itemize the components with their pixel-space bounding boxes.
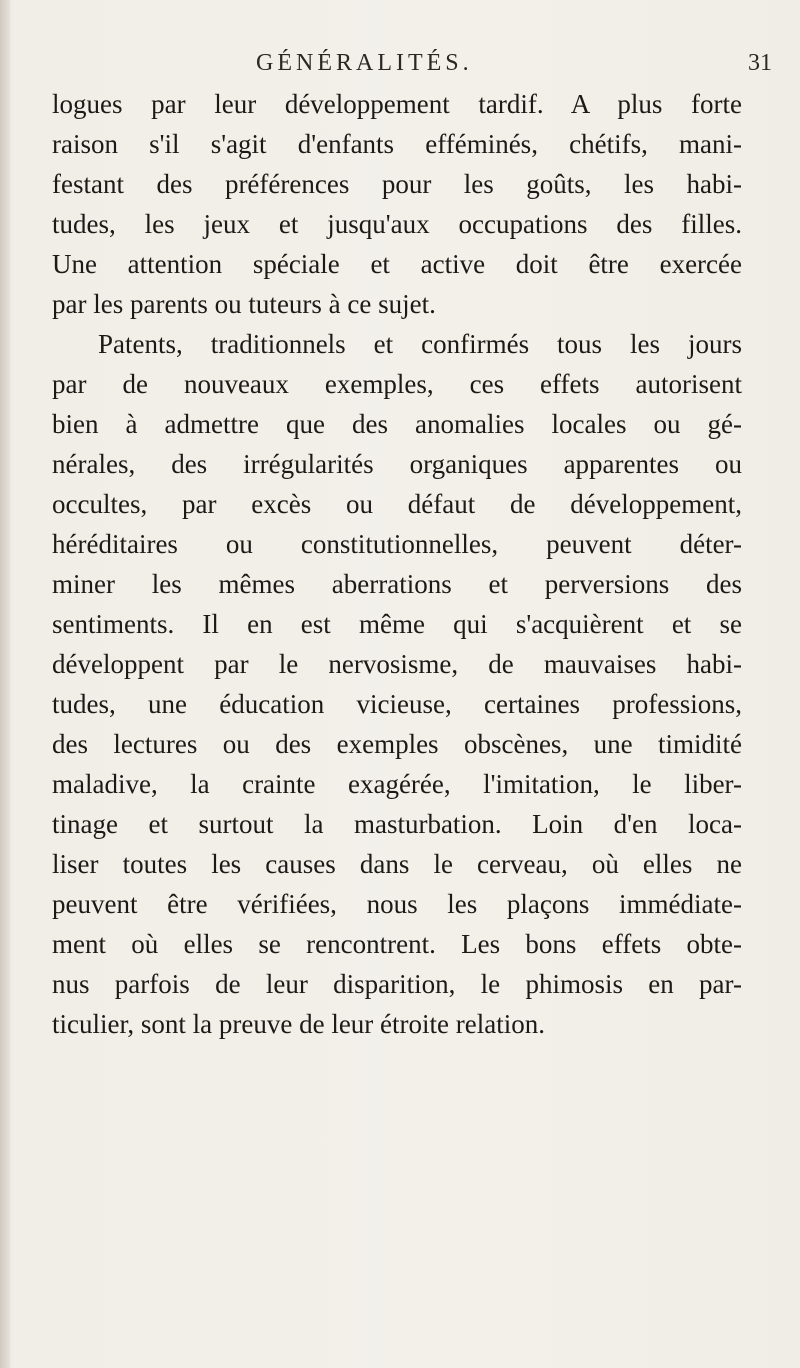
text-line: festant des préférences pour les goûts, les habi-	[52, 169, 742, 199]
text-line: occultes, par excès ou défaut de développement,	[52, 489, 742, 519]
text-line: des lectures ou des exemples obscènes, une timidité	[52, 729, 742, 759]
text-line: nus parfois de leur disparition, le phimosis en par-	[52, 969, 742, 999]
text-line: ticulier, sont la preuve de leur étroite relation.	[52, 1009, 545, 1039]
text-line: tudes, les jeux et jusqu'aux occupations des filles.	[52, 209, 742, 239]
text-line: par les parents ou tuteurs à ce sujet.	[52, 289, 436, 319]
body-text	[52, 84, 742, 1044]
text-line: logues par leur développement tardif. A plus forte	[52, 89, 742, 119]
text-line: tinage et surtout la masturbation. Loin d'en loca-	[52, 809, 742, 839]
paragraph	[52, 324, 742, 1044]
paragraph	[52, 84, 742, 324]
text-line: ment où elles se rencontrent. Les bons effets obte-	[52, 929, 742, 959]
page-number: 31	[748, 50, 772, 76]
text-line: raison s'il s'agit d'enfants efféminés, chétifs, mani-	[52, 129, 742, 159]
text-line: Une attention spéciale et active doit être exercée	[52, 249, 742, 279]
page-binding-edge	[0, 0, 10, 1368]
text-line: sentiments. Il en est même qui s'acquièrent et se	[52, 609, 742, 639]
text-line: développent par le nervosisme, de mauvaises habi-	[52, 649, 742, 679]
text-line: Patents, traditionnels et confirmés tous les jours	[98, 329, 742, 359]
text-line: tudes, une éducation vicieuse, certaines professions,	[52, 689, 742, 719]
text-line: maladive, la crainte exagérée, l'imitation, le liber-	[52, 769, 742, 799]
text-line: héréditaires ou constitutionnelles, peuvent déter-	[52, 529, 742, 559]
running-title: GÉNÉRALITÉS.	[256, 50, 473, 76]
running-head	[0, 44, 800, 84]
text-line: peuvent être vérifiées, nous les plaçons immédiate-	[52, 889, 742, 919]
text-line: bien à admettre que des anomalies locales ou gé-	[52, 409, 742, 439]
text-line: par de nouveaux exemples, ces effets autorisent	[52, 369, 742, 399]
text-line: liser toutes les causes dans le cerveau, où elles ne	[52, 849, 742, 879]
text-line: miner les mêmes aberrations et perversions des	[52, 569, 742, 599]
text-line: nérales, des irrégularités organiques apparentes ou	[52, 449, 742, 479]
